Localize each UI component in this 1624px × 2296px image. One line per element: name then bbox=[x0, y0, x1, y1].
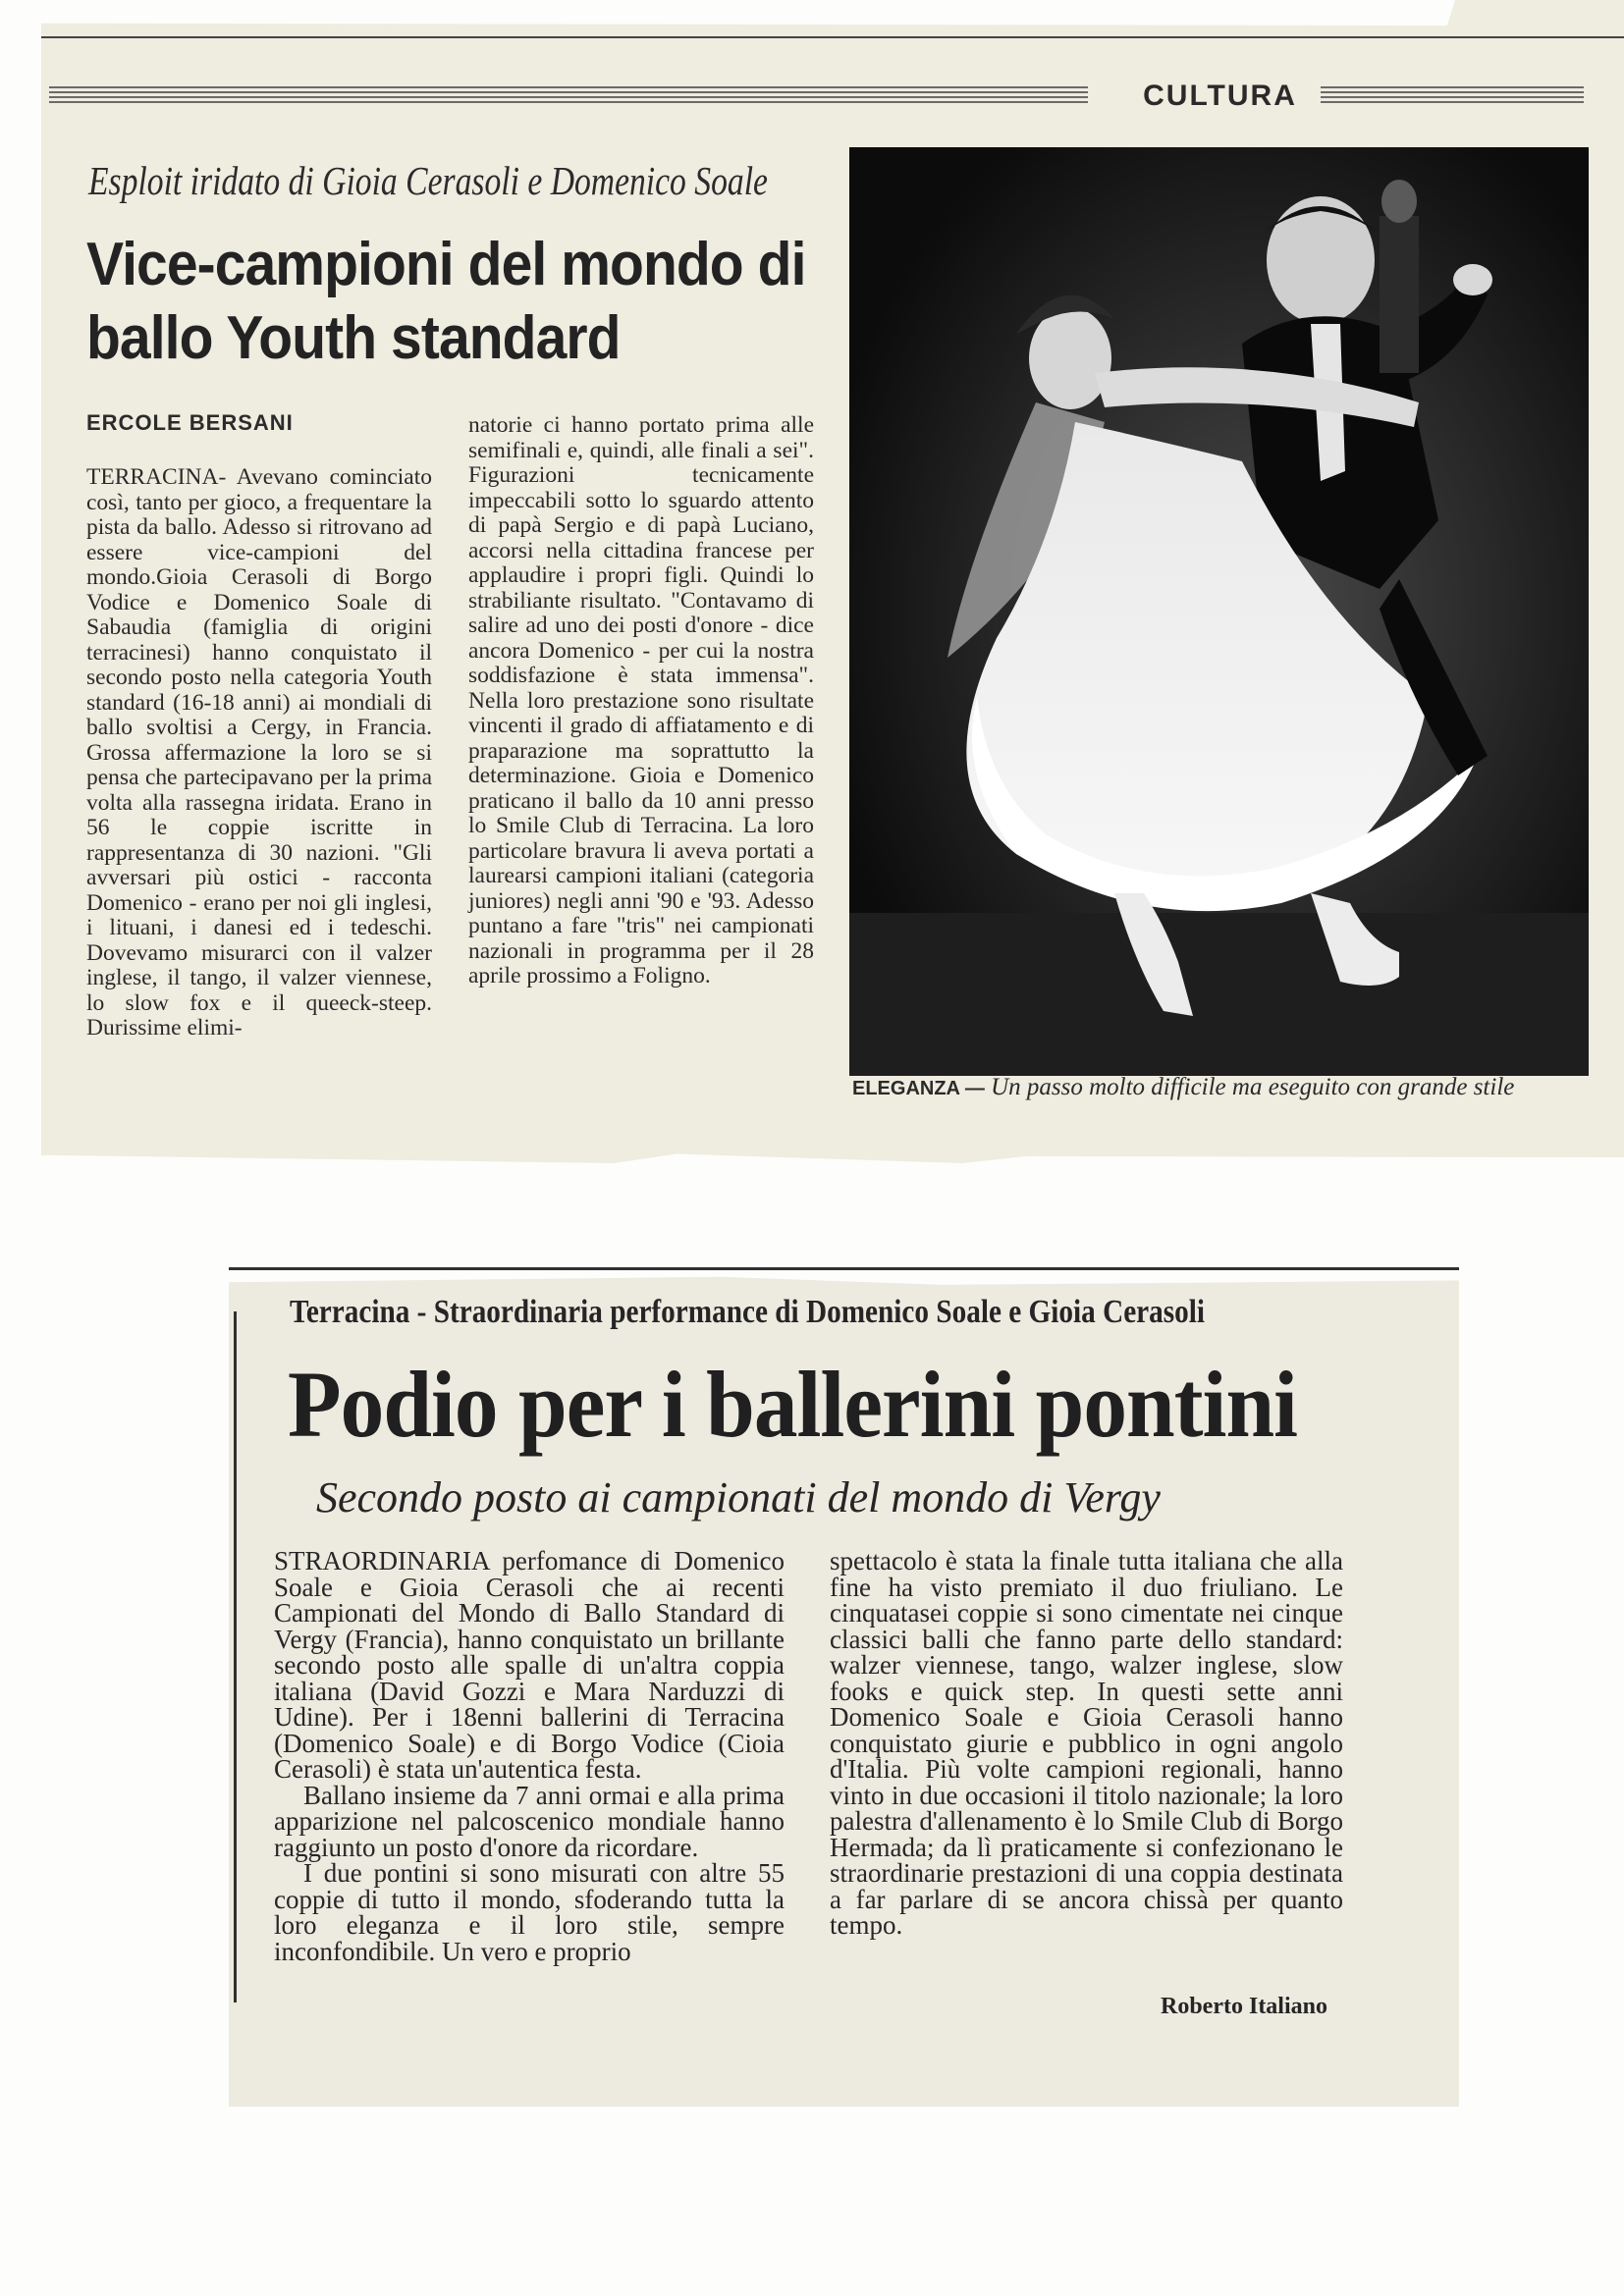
clipping-rule bbox=[229, 1267, 1459, 1270]
section-rule bbox=[1321, 86, 1584, 104]
article-kicker: Terracina - Straordinaria performance di Domenico Soale e Gioia Cerasoli bbox=[290, 1294, 1206, 1330]
article-kicker: Esploit iridato di Gioia Cerasoli e Domenico Soale bbox=[88, 158, 768, 203]
clipping-border bbox=[234, 1311, 237, 2002]
article-column: natorie ci hanno portato prima alle semifinali e, quindi, alle finali a sei". Figurazioni tecnicamente impeccabili sotto lo sguardo attento di papà Sergio e di papà Luciano, accorsi nella cittadina francese per applaudire i propri figli. Quindi lo strabiliante risultato. "Contavamo di salire ad uno dei posti d'onore - dice ancora Domenico - per cui la nostra soddisfazione è stata immensa". Nella loro prestazione sono risultate vincenti il grado di affiatamento e di praparazione ma soprattutto la determinazione. Gioia e Domenico praticano il ballo da 10 anni presso lo Smile Club di Terracina. La loro particolare bravura li aveva portati a laurearsi campioni italiani (categoria juniores) negli anni '90 e '93. Adesso puntano a fare "tris" nei campionati nazionali in programma per il 28 aprile prossimo a Foligno. bbox=[468, 412, 814, 988]
article-headline: Vice-campioni del mondo di ballo Youth standard bbox=[86, 231, 806, 372]
article-headline: Podio per i ballerini pontini bbox=[288, 1352, 1298, 1457]
section-rule bbox=[49, 86, 1088, 104]
article-signature: Roberto Italiano bbox=[1161, 1994, 1327, 2019]
article-column: TERRACINA- Avevano cominciato così, tanto per gioco, a frequentare la pista da ballo. Adesso si ritrovano ad essere vice-campioni del mondo.Gioia Cerasoli di Borgo Vodice e Domenico Soale di Sabaudia (famiglia di origini terracinesi) hanno conquistato il secondo posto nella categoria Youth standard (16-18 anni) ai mondiali di ballo svoltisi a Cergy, in Francia. Grossa affermazione la loro se si pensa che partecipavano per la prima volta alla rassegna iridata. Erano in 56 le coppie iscritte in rappresentanza di 30 nazioni. "Gli avversari più ostici - racconta Domenico - erano per noi gli inglesi, i lituani, i danesi ed i tedeschi. Dovevamo misurarci con il valzer inglese, il tango, il valzer viennese, lo slow fox e il queeck-steep. Durissime elimi- bbox=[86, 464, 432, 1041]
caption-text: Un passo molto difficile ma eseguito con grande stile bbox=[991, 1074, 1515, 1100]
dancers-photo bbox=[849, 147, 1589, 1076]
article-column bbox=[274, 1548, 785, 1964]
paragraph: STRAORDINARIA perfomance di Domenico Soale e Gioia Cerasoli che ai recenti Campionati del Mondo di Ballo Standard di Vergy (Francia), hanno conquistato un brillante secondo posto alle spalle di un'altra coppia italiana (David Gozzi e Mara Narduzzi di Udine). Per i 18enni ballerini di Terracina (Domenico Soale) e di Borgo Vodice (Cioia Cerasoli) è stata un'autentica festa. bbox=[274, 1546, 785, 1784]
article-column bbox=[830, 1548, 1343, 1939]
ballroom-dancers-illustration bbox=[849, 147, 1589, 1076]
paragraph: spettacolo è stata la finale tutta italiana che alla fine ha visto premiato il duo friuliano. Le cinquatasei coppie si sono cimentate nei cinque classici balli che fanno parte dello standard: walzer viennese, tango, walzer inglese, slow fooks e quick step. In questi sette anni Domenico Soale e Gioia Cerasoli hanno conquistato giurie e pubblico in ogni angolo d'Italia. Più volte campioni regionali, hanno vinto in due occasioni il titolo nazionale; la loro palestra d'allenamento è lo Smile Club di Borgo Hermada; da lì praticamente si confezionano le straordinarie prestazioni di una coppia destinata a far parlare di se ancora chissà per quanto tempo. bbox=[830, 1546, 1343, 1940]
caption-label: ELEGANZA — bbox=[852, 1078, 985, 1099]
article-byline: ERCOLE BERSANI bbox=[86, 410, 294, 435]
article-subheadline: Secondo posto ai campionati del mondo di Vergy bbox=[316, 1473, 1161, 1522]
section-label: CULTURA bbox=[1143, 80, 1297, 112]
paragraph: Ballano insieme da 7 anni ormai e alla prima apparizione nel palcoscenico mondiale hanno raggiunto un posto d'onore da ricordare. bbox=[274, 1780, 785, 1862]
photo-caption bbox=[852, 1074, 1598, 1101]
paragraph: I due pontini si sono misurati con altre 55 coppie di tutto il mondo, sfoderando tutta la loro eleganza e il loro stile, sempre inconfondibile. Un vero e proprio bbox=[274, 1858, 785, 1966]
